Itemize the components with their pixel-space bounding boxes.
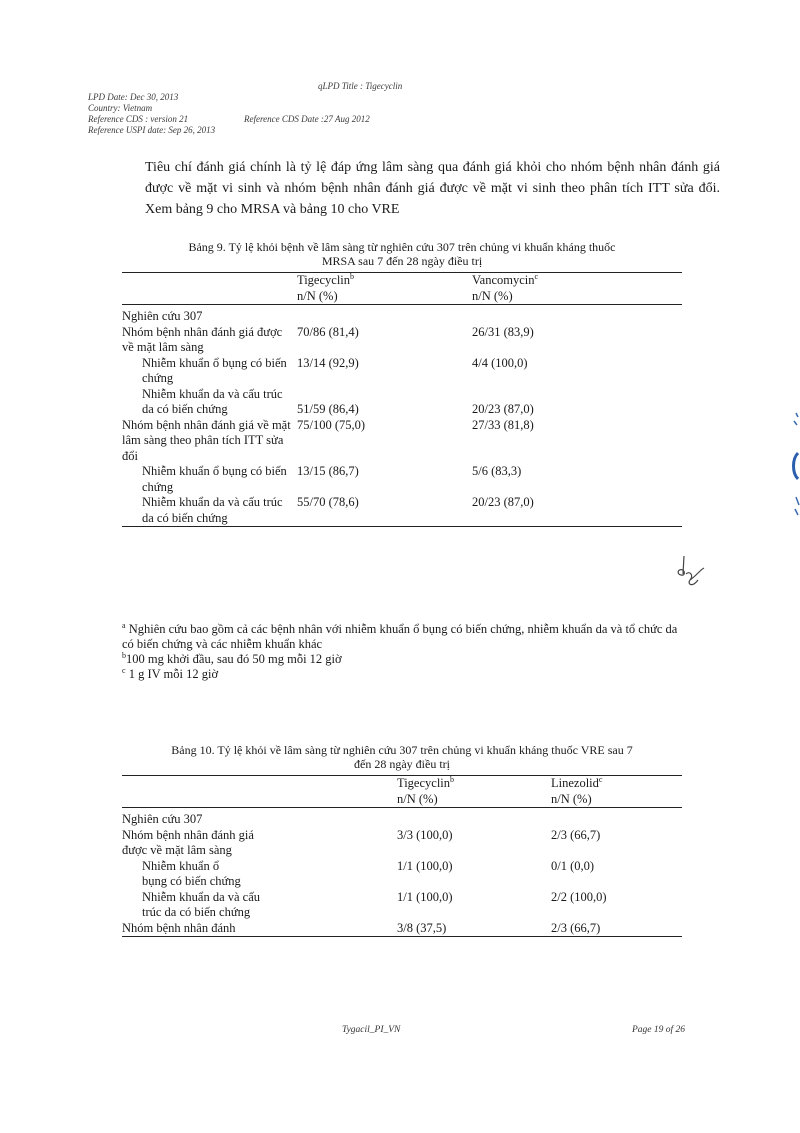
row-value-2: 20/23 (87,0) xyxy=(472,401,534,416)
table9-caption-line2: MRSA sau 7 đến 28 ngày điều trị xyxy=(321,254,483,268)
table-row xyxy=(122,495,682,527)
table10-col1-header xyxy=(397,776,551,808)
row-label: Nhóm bệnh nhân đánh giá được về mặt lâm sàng xyxy=(122,827,254,857)
footer-page-number: Page 19 of 26 xyxy=(632,1025,686,1035)
row-label: Nhiễm khuẩn da và cấu trúc da có biến chứng xyxy=(142,889,261,919)
table-row xyxy=(122,921,682,937)
col-name: Tigecyclin xyxy=(297,273,351,287)
table9-header-row xyxy=(122,273,682,305)
table9-caption xyxy=(122,240,682,268)
col-unit: n/N (%) xyxy=(551,791,592,806)
table10-col2-header xyxy=(551,776,682,808)
footnote-b xyxy=(122,652,682,667)
row-value-1: 75/100 (75,0) xyxy=(297,417,366,432)
col-name: Tigecyclin xyxy=(397,776,451,790)
row-value-2: 20/23 (87,0) xyxy=(472,495,682,527)
table-header-blank xyxy=(122,273,297,305)
table9 xyxy=(122,272,682,527)
col-unit: n/N (%) xyxy=(297,288,338,303)
row-value-2 xyxy=(551,808,682,828)
row-value-2: 0/1 (0,0) xyxy=(551,858,595,873)
col-superscript: c xyxy=(534,271,539,281)
table10-caption-line2: đến 28 ngày điều trị xyxy=(354,757,450,771)
row-value-1: 1/1 (100,0) xyxy=(397,889,453,904)
reference-cds-date: Reference CDS Date :27 Aug 2012 xyxy=(244,114,370,124)
table9-footnotes xyxy=(122,622,682,682)
row-label: Nhóm bệnh nhân đánh xyxy=(122,921,397,937)
col-unit: n/N (%) xyxy=(472,288,513,303)
footnote-text: Nghiên cứu bao gồm cả các bệnh nhân với nhiễm khuẩn ổ bụng có biến chứng, nhiễm khuẩn da và tổ chức da có biến chứng và các nhiễm khuẩn khác xyxy=(122,622,678,651)
table9-col2-header xyxy=(472,273,682,305)
table-row xyxy=(122,808,682,828)
row-value-1: 3/3 (100,0) xyxy=(397,827,453,842)
reference-cds-version: Reference CDS : version 21 xyxy=(88,114,189,124)
row-label: Nghiên cứu 307 xyxy=(122,812,203,826)
row-value-1 xyxy=(297,305,472,325)
lpd-date: LPD Date: Dec 30, 2013 xyxy=(88,92,179,102)
row-value-1: 55/70 (78,6) xyxy=(297,495,472,527)
table-row xyxy=(122,325,682,356)
row-value-1: 13/15 (86,7) xyxy=(297,464,359,478)
reference-uspi-date: Reference USPI date: Sep 26, 2013 xyxy=(88,125,216,135)
footnote-text: 100 mg khởi đầu, sau đó 50 mg mỗi 12 giờ xyxy=(126,652,342,666)
table-row xyxy=(122,464,682,495)
footnote-a xyxy=(122,622,682,652)
table10-caption xyxy=(112,743,692,771)
row-value-2: 2/3 (66,7) xyxy=(551,921,682,937)
col-superscript: b xyxy=(450,774,455,784)
col-superscript: b xyxy=(350,271,355,281)
table-row xyxy=(122,418,682,465)
row-value-1: 13/14 (92,9) xyxy=(297,355,359,370)
table-row xyxy=(122,356,682,387)
col-superscript: c xyxy=(598,774,603,784)
row-label: Nhiễm khuẩn da và cấu trúc da có biến chứng xyxy=(142,386,283,416)
row-value-1: 1/1 (100,0) xyxy=(397,858,453,873)
table-row xyxy=(122,859,682,890)
row-value-1: 70/86 (81,4) xyxy=(297,324,359,339)
row-label: Nghiên cứu 307 xyxy=(122,309,203,323)
row-label: Nhóm bệnh nhân đánh giá về mặt lâm sàng theo phân tích ITT sửa đổi xyxy=(122,417,291,463)
row-value-2 xyxy=(472,305,682,325)
row-label: Nhiễm khuẩn da và cấu trúc da có biến chứng xyxy=(122,495,297,527)
row-value-2: 2/2 (100,0) xyxy=(551,889,607,904)
row-value-2: 4/4 (100,0) xyxy=(472,355,528,370)
row-label: Nhóm bệnh nhân đánh giá được về mặt lâm sàng xyxy=(122,324,283,354)
row-value-1: 3/8 (37,5) xyxy=(397,921,551,937)
col-unit: n/N (%) xyxy=(397,791,438,806)
row-value-1: 51/59 (86,4) xyxy=(297,401,359,416)
col-name: Vancomycin xyxy=(472,273,535,287)
table-row xyxy=(122,890,682,921)
footnote-c xyxy=(122,667,682,682)
table9-caption-line1: Bảng 9. Tỷ lệ khỏi bệnh về lâm sàng từ nghiên cứu 307 trên chủng vi khuẩn kháng thuốc xyxy=(188,240,616,254)
table-row xyxy=(122,305,682,325)
row-value-2: 2/3 (66,7) xyxy=(551,827,601,842)
row-value-2: 26/31 (83,9) xyxy=(472,324,534,339)
row-value-1 xyxy=(397,808,551,828)
table9-col1-header xyxy=(297,273,472,305)
table-row xyxy=(122,828,682,859)
footnote-mark: a xyxy=(122,620,126,630)
table10 xyxy=(122,775,682,937)
table-row xyxy=(122,387,682,418)
row-label: Nhiễm khuẩn ổ bụng có biến chứng xyxy=(142,858,241,888)
scan-edge-marks xyxy=(784,405,800,545)
table10-header-row xyxy=(122,776,682,808)
intro-paragraph: Tiêu chí đánh giá chính là tỷ lệ đáp ứng lâm sàng qua đánh giá khỏi cho nhóm bệnh nhân đánh giá được về mặt vi sinh và nhóm bệnh nhân đánh giá được về mặt vi sinh theo phân tích ITT sửa đổi. Xem bảng 9 cho MRSA và bảng 10 cho VRE xyxy=(145,160,720,217)
handwritten-initials xyxy=(670,550,715,595)
col-name: Linezolid xyxy=(551,776,599,790)
table-header-blank xyxy=(122,776,397,808)
footnote-text: 1 g IV mỗi 12 giờ xyxy=(128,667,219,681)
row-value-2: 27/33 (81,8) xyxy=(472,417,534,432)
table10-caption-line1: Bảng 10. Tỷ lệ khỏi về lâm sàng từ nghiên cứu 307 trên chủng vi khuẩn kháng thuốc VRE sau 7 xyxy=(171,743,633,757)
footnote-mark: b xyxy=(122,650,126,660)
country: Country: Vietnam xyxy=(88,103,153,113)
document-title: qLPD Title : Tigecyclin xyxy=(318,81,403,91)
row-value-2: 5/6 (83,3) xyxy=(472,464,522,478)
footnote-mark: c xyxy=(122,665,126,675)
footer-document-name: Tygacil_PI_VN xyxy=(342,1025,401,1035)
row-label: Nhiễm khuẩn ổ bụng có biến chứng xyxy=(142,355,287,385)
row-label: Nhiễm khuẩn ổ bụng có biến chứng xyxy=(142,464,287,494)
